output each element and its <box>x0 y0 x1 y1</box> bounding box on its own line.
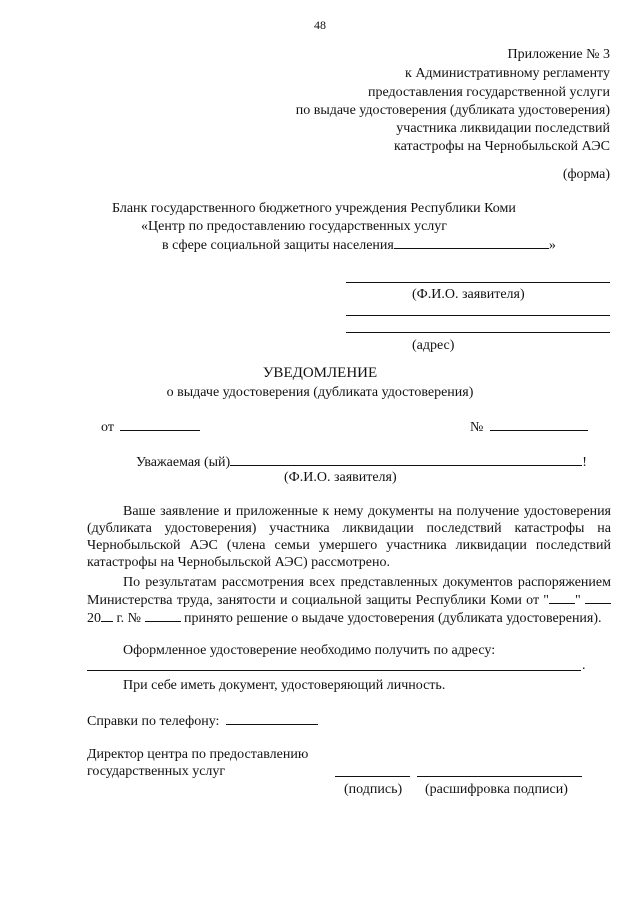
p2-year-underline <box>101 609 113 622</box>
applicant-address-caption: (адрес) <box>412 338 455 353</box>
body-paragraph-3 <box>87 642 611 659</box>
signature-decode-caption: (расшифровка подписи) <box>425 782 568 797</box>
body-paragraph-3-text: Оформленное удостоверение необходимо получить по адресу: <box>123 643 496 658</box>
appendix-line: участника ликвидации последствий <box>396 121 610 136</box>
blank-line-3 <box>162 236 556 254</box>
blank-line-3-text: в сфере социальной защиты населения <box>162 238 394 253</box>
blank-underline <box>394 236 549 249</box>
appendix-line: по выдаче удостоверения (дубликата удостоверения) <box>295 103 610 118</box>
p2-day-underline <box>549 591 575 604</box>
p2-text-b: " <box>575 593 581 608</box>
greeting-caption: (Ф.И.О. заявителя) <box>284 470 397 485</box>
signature-line <box>335 776 410 777</box>
greeting-end: ! <box>582 455 587 470</box>
appendix-line: Приложение № 3 <box>507 47 610 62</box>
blank-line-1: Бланк государственного бюджетного учреждения Республики Коми <box>112 201 516 216</box>
address-end: . <box>582 658 586 673</box>
body-paragraph-2 <box>87 574 611 627</box>
greeting-underline <box>230 453 582 466</box>
body-paragraph-1-text: Ваше заявление и приложенные к нему документы на получение удостоверения (дубликата удостоверения) участника ликвидации последствий катастрофы на Чернобыльской АЭС (члена семьи умершего участника ликвидации последствий катастрофы на Чернобыльской АЭС) рассмотрено. <box>87 504 611 570</box>
p2-text-a: По результатам рассмотрения всех представленных документов распоряжением Министерства труда, занятости и социальной защиты Республики Коми от " <box>87 575 611 608</box>
address-underline <box>87 670 581 671</box>
notice-from <box>101 418 200 436</box>
page-number: 48 <box>314 18 326 32</box>
p2-number-underline <box>145 609 181 622</box>
body-paragraph-4: При себе иметь документ, удостоверяющий личность. <box>123 678 446 693</box>
appendix-line: предоставления государственной услуги <box>368 85 610 100</box>
applicant-fio-caption: (Ф.И.О. заявителя) <box>412 287 525 302</box>
body-paragraph-1 <box>87 503 611 571</box>
phone-underline <box>226 712 318 725</box>
appendix-line: катастрофы на Чернобыльской АЭС <box>394 139 610 154</box>
blank-line-3-end: » <box>548 238 556 253</box>
p2-month-underline <box>585 591 611 604</box>
number-label: № <box>470 420 484 435</box>
applicant-address-line-2 <box>346 332 610 333</box>
form-label: (форма) <box>562 167 610 182</box>
blank-line-2: «Центр по предоставлению государственных услуг <box>141 219 448 234</box>
from-date-underline <box>120 418 200 431</box>
signature-decode-line <box>417 776 582 777</box>
director-line-2: государственных услуг <box>87 764 226 779</box>
notice-number <box>470 418 588 436</box>
p2-text-c: 20 <box>87 611 101 626</box>
p2-text-d: г. № <box>116 611 142 626</box>
notice-subtitle: о выдаче удостоверения (дубликата удостоверения) <box>166 385 474 400</box>
signature-caption: (подпись) <box>344 782 403 797</box>
phone-label: Справки по телефону: <box>87 714 220 729</box>
greeting-label: Уважаемая (ый) <box>136 455 231 470</box>
director-line-1: Директор центра по предоставлению <box>87 747 309 762</box>
phone-info <box>87 712 318 730</box>
number-underline <box>490 418 588 431</box>
from-label: от <box>101 420 114 435</box>
applicant-address-line-1 <box>346 315 610 316</box>
applicant-fio-line <box>346 282 610 283</box>
p2-text-e: принято решение о выдаче удостоверения (дубликата удостоверения). <box>184 611 602 626</box>
notice-title: УВЕДОМЛЕНИЕ <box>262 365 378 381</box>
appendix-line: к Административному регламенту <box>405 66 610 81</box>
